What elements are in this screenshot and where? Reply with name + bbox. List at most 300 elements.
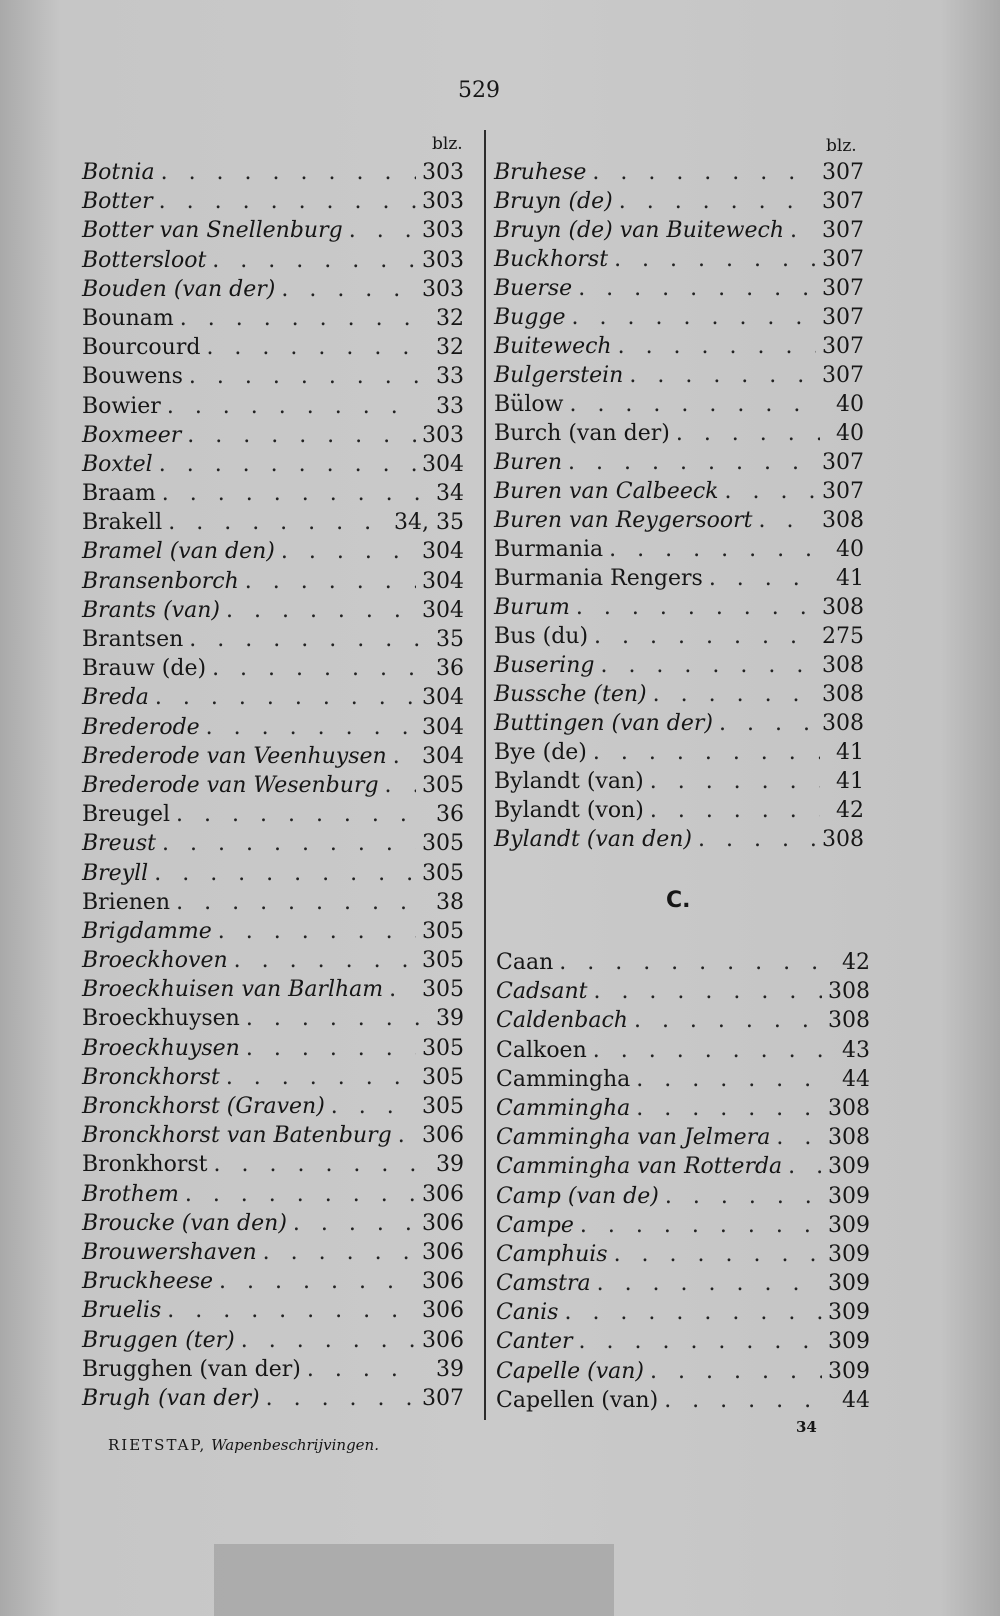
dot-leader bbox=[788, 1154, 822, 1179]
entry-page: 307 bbox=[822, 247, 864, 272]
dot-leader bbox=[212, 656, 420, 681]
entry-name: Broeckhuysen bbox=[82, 1035, 240, 1061]
dot-leader bbox=[790, 218, 816, 243]
entry-page: 40 bbox=[836, 421, 864, 446]
entry-name: Bottersloot bbox=[82, 247, 207, 273]
entry-page: 42 bbox=[842, 950, 870, 975]
index-entry bbox=[82, 861, 464, 890]
entry-name: Bulgerstein bbox=[494, 363, 624, 388]
index-entry bbox=[82, 335, 464, 364]
dot-leader bbox=[393, 744, 416, 769]
entry-name: Bye (de) bbox=[494, 740, 587, 765]
dot-leader bbox=[266, 1386, 416, 1411]
dot-leader bbox=[650, 1359, 822, 1384]
index-entry bbox=[82, 481, 464, 510]
entry-page: 309 bbox=[828, 1154, 870, 1180]
dot-leader bbox=[665, 1184, 822, 1209]
dot-leader bbox=[634, 1008, 822, 1033]
dot-leader bbox=[600, 653, 816, 678]
index-entry bbox=[82, 1211, 464, 1240]
entry-name: Buerse bbox=[494, 276, 573, 301]
entry-page: 41 bbox=[836, 740, 864, 765]
index-entry bbox=[494, 682, 864, 711]
index-entry bbox=[82, 802, 464, 831]
entry-name: Brothem bbox=[82, 1181, 179, 1207]
entry-page: 32 bbox=[436, 305, 464, 331]
dot-leader bbox=[629, 363, 816, 388]
dot-leader bbox=[592, 160, 816, 185]
index-entry bbox=[82, 1240, 464, 1269]
entry-name: Bronkhorst bbox=[82, 1152, 208, 1178]
entry-page: 309 bbox=[828, 1329, 870, 1355]
index-entry bbox=[496, 1067, 870, 1096]
entry-page: 308 bbox=[828, 979, 870, 1005]
entry-name: Bronckhorst van Batenburg bbox=[82, 1123, 392, 1149]
index-entry bbox=[82, 277, 464, 306]
entry-name: Cammingha bbox=[496, 1095, 631, 1121]
paper-stain bbox=[214, 1544, 614, 1616]
index-entry bbox=[494, 537, 864, 566]
dot-leader bbox=[580, 1213, 822, 1238]
entry-name: Broeckhoven bbox=[82, 948, 228, 974]
entry-name: Busering bbox=[494, 653, 595, 678]
entry-name: Cammingha bbox=[496, 1066, 631, 1092]
column-divider bbox=[484, 130, 486, 1420]
entry-page: 304 bbox=[422, 539, 464, 565]
entry-name: Buckhorst bbox=[494, 247, 609, 272]
dot-leader bbox=[219, 1269, 416, 1294]
dot-leader bbox=[214, 1152, 421, 1177]
entry-page: 308 bbox=[822, 653, 864, 678]
entry-name: Caan bbox=[496, 950, 554, 975]
dot-leader bbox=[246, 1036, 416, 1061]
index-entry bbox=[496, 950, 870, 979]
dot-leader bbox=[653, 682, 816, 707]
page-number: 529 bbox=[458, 78, 500, 103]
entry-name: Burum bbox=[494, 595, 570, 620]
index-entry bbox=[82, 1065, 464, 1094]
entry-page: 39 bbox=[436, 1006, 464, 1032]
entry-page: 307 bbox=[822, 189, 864, 214]
entry-page: 305 bbox=[422, 860, 464, 886]
entry-name: Buren van Calbeeck bbox=[494, 479, 719, 504]
left-index-column bbox=[82, 160, 464, 1415]
index-entry bbox=[494, 624, 864, 653]
entry-page: 306 bbox=[422, 1269, 464, 1295]
entry-page: 32 bbox=[436, 335, 464, 361]
entry-page: 306 bbox=[422, 1210, 464, 1236]
entry-page: 34 bbox=[436, 481, 464, 507]
right-index-column-b bbox=[494, 160, 864, 856]
dot-leader bbox=[281, 277, 416, 302]
index-entry bbox=[82, 539, 464, 568]
index-entry bbox=[494, 363, 864, 392]
entry-name: Burmania bbox=[494, 537, 604, 562]
entry-name: Bruyn (de) bbox=[494, 189, 613, 214]
entry-page: 309 bbox=[828, 1212, 870, 1238]
entry-name: Bouwens bbox=[82, 364, 183, 390]
index-entry bbox=[494, 740, 864, 769]
entry-name: Caldenbach bbox=[496, 1008, 628, 1034]
footer-author: RIETSTAP, bbox=[108, 1436, 207, 1454]
dot-leader bbox=[189, 627, 420, 652]
index-entry bbox=[496, 979, 870, 1008]
entry-name: Broeckhuysen bbox=[82, 1006, 240, 1032]
index-entry bbox=[82, 919, 464, 948]
entry-name: Cammingha van Rotterda bbox=[496, 1154, 783, 1180]
entry-name: Braam bbox=[82, 481, 156, 507]
index-entry bbox=[496, 1096, 870, 1125]
entry-page: 304 bbox=[422, 743, 464, 769]
entry-name: Bowier bbox=[82, 393, 161, 419]
entry-name: Calkoen bbox=[496, 1037, 587, 1063]
index-entry bbox=[496, 1329, 870, 1358]
entry-page: 306 bbox=[422, 1181, 464, 1207]
index-entry bbox=[82, 1006, 464, 1035]
entry-page: 308 bbox=[822, 595, 864, 620]
entry-name: Brantsen bbox=[82, 627, 184, 652]
entry-name: Bylandt (van den) bbox=[494, 827, 692, 852]
entry-page: 305 bbox=[422, 918, 464, 944]
entry-page: 39 bbox=[436, 1152, 464, 1178]
entry-name: Bransenborch bbox=[82, 568, 239, 594]
index-entry bbox=[496, 1038, 870, 1067]
dot-leader bbox=[161, 160, 416, 185]
index-entry bbox=[82, 977, 464, 1006]
dot-leader bbox=[614, 1242, 822, 1267]
entry-name: Brederode bbox=[82, 714, 200, 740]
dot-leader bbox=[650, 769, 820, 794]
dot-leader bbox=[218, 919, 416, 944]
index-entry bbox=[496, 1271, 870, 1300]
dot-leader bbox=[569, 392, 820, 417]
dot-leader bbox=[398, 1123, 416, 1148]
entry-page: 303 bbox=[422, 247, 464, 273]
entry-page: 303 bbox=[422, 276, 464, 302]
entry-page: 305 bbox=[422, 1094, 464, 1119]
index-entry bbox=[494, 247, 864, 276]
index-entry bbox=[496, 1359, 870, 1388]
entry-page: 307 bbox=[822, 334, 864, 359]
index-entry bbox=[82, 1357, 464, 1386]
index-entry bbox=[494, 160, 864, 189]
dot-leader bbox=[226, 1065, 416, 1090]
entry-page: 308 bbox=[822, 682, 864, 707]
entry-page: 307 bbox=[822, 305, 864, 330]
dot-leader bbox=[578, 276, 816, 301]
dot-leader bbox=[159, 452, 416, 477]
dot-leader bbox=[619, 189, 816, 214]
index-entry bbox=[82, 1269, 464, 1298]
index-entry bbox=[82, 1152, 464, 1181]
entry-name: Bülow bbox=[494, 392, 564, 417]
entry-page: 307 bbox=[422, 1385, 464, 1411]
entry-name: Buren bbox=[494, 450, 563, 475]
entry-name: Botter bbox=[82, 189, 153, 215]
entry-name: Burch (van der) bbox=[494, 421, 670, 446]
index-entry bbox=[82, 364, 464, 393]
entry-page: 35 bbox=[436, 627, 464, 652]
dot-leader bbox=[594, 624, 816, 649]
index-entry bbox=[494, 827, 864, 856]
dot-leader bbox=[385, 773, 416, 798]
entry-page: 307 bbox=[822, 160, 864, 185]
dot-leader bbox=[234, 948, 416, 973]
entry-name: Cadsant bbox=[496, 979, 588, 1005]
index-entry bbox=[82, 569, 464, 598]
index-entry bbox=[494, 421, 864, 450]
entry-name: Bouden (van der) bbox=[82, 276, 276, 302]
index-entry bbox=[494, 450, 864, 479]
entry-name: Bugge bbox=[494, 305, 566, 330]
dot-leader bbox=[676, 421, 820, 446]
dot-leader bbox=[307, 1357, 420, 1382]
entry-name: Broucke (van den) bbox=[82, 1210, 287, 1236]
dot-leader bbox=[206, 715, 416, 740]
entry-name: Botnia bbox=[82, 160, 155, 185]
entry-page: 308 bbox=[822, 508, 864, 533]
index-entry bbox=[494, 711, 864, 740]
entry-name: Brugghen (van der) bbox=[82, 1356, 301, 1382]
index-entry bbox=[82, 510, 464, 539]
entry-name: Bylandt (von) bbox=[494, 798, 644, 823]
dot-leader bbox=[725, 479, 816, 504]
right-column-heading: blz. bbox=[826, 136, 857, 156]
dot-leader bbox=[614, 247, 816, 272]
index-entry bbox=[82, 306, 464, 335]
dot-leader bbox=[636, 1096, 822, 1121]
index-entry bbox=[494, 566, 864, 595]
entry-page: 303 bbox=[422, 218, 464, 244]
entry-page: 308 bbox=[822, 827, 864, 852]
signature-mark: 34 bbox=[796, 1418, 817, 1436]
footer-title: Wapenbeschrijvingen. bbox=[211, 1436, 379, 1454]
entry-name: Brouwershaven bbox=[82, 1239, 257, 1265]
index-entry bbox=[82, 394, 464, 423]
entry-page: 36 bbox=[436, 802, 464, 828]
entry-name: Brederode van Veenhuysen bbox=[82, 743, 387, 769]
entry-page: 308 bbox=[828, 1008, 870, 1034]
index-entry bbox=[82, 189, 464, 218]
entry-name: Bruhese bbox=[494, 160, 587, 185]
entry-page: 36 bbox=[436, 656, 464, 682]
dot-leader bbox=[162, 831, 416, 856]
entry-page: 308 bbox=[828, 1125, 870, 1151]
entry-page: 306 bbox=[422, 1298, 464, 1324]
entry-name: Bylandt (van) bbox=[494, 769, 644, 794]
entry-name: Brigdamme bbox=[82, 918, 212, 944]
dot-leader bbox=[226, 598, 416, 623]
entry-name: Broeckhuisen van Barlham bbox=[82, 977, 384, 1003]
dot-leader bbox=[212, 248, 416, 273]
dot-leader bbox=[245, 569, 416, 594]
entry-page: 305 bbox=[422, 1035, 464, 1061]
entry-name: Bronckhorst (Graven) bbox=[82, 1094, 325, 1119]
index-entry bbox=[82, 948, 464, 977]
index-entry bbox=[496, 1300, 870, 1329]
entry-page: 304 bbox=[422, 597, 464, 623]
entry-page: 309 bbox=[828, 1358, 870, 1384]
entry-page: 38 bbox=[436, 889, 464, 915]
entry-name: Brakell bbox=[82, 510, 163, 536]
entry-page: 305 bbox=[422, 977, 464, 1003]
index-entry bbox=[494, 769, 864, 798]
entry-name: Bourcourd bbox=[82, 335, 201, 361]
dot-leader bbox=[618, 334, 816, 359]
entry-page: 275 bbox=[822, 624, 864, 649]
dot-leader bbox=[331, 1094, 416, 1119]
entry-page: 303 bbox=[422, 160, 464, 185]
index-entry bbox=[494, 334, 864, 363]
dot-leader bbox=[564, 1300, 822, 1325]
entry-page: 307 bbox=[822, 276, 864, 301]
index-entry bbox=[82, 1123, 464, 1152]
dot-leader bbox=[776, 1125, 822, 1150]
entry-page: 306 bbox=[422, 1123, 464, 1149]
dot-leader bbox=[293, 1211, 416, 1236]
page-footer bbox=[108, 1436, 379, 1454]
entry-name: Bruckheese bbox=[82, 1269, 214, 1295]
index-entry bbox=[496, 1125, 870, 1154]
index-entry bbox=[82, 1036, 464, 1065]
entry-page: 308 bbox=[822, 711, 864, 736]
dot-leader bbox=[246, 1006, 420, 1031]
entry-name: Brugh (van der) bbox=[82, 1385, 260, 1411]
entry-page: 307 bbox=[822, 450, 864, 475]
index-entry bbox=[82, 1386, 464, 1415]
index-entry bbox=[494, 392, 864, 421]
index-entry bbox=[494, 508, 864, 537]
entry-page: 33 bbox=[436, 393, 464, 419]
right-index-column-c bbox=[496, 950, 870, 1417]
entry-page: 309 bbox=[828, 1300, 870, 1326]
index-entry bbox=[494, 798, 864, 827]
index-entry bbox=[82, 423, 464, 452]
dot-leader bbox=[759, 508, 816, 533]
dot-leader bbox=[719, 711, 816, 736]
dot-leader bbox=[263, 1240, 416, 1265]
entry-page: 306 bbox=[422, 1239, 464, 1265]
entry-name: Bruelis bbox=[82, 1298, 162, 1324]
entry-name: Buitewech bbox=[494, 334, 612, 359]
entry-page: 42 bbox=[836, 798, 864, 823]
index-entry bbox=[82, 744, 464, 773]
index-entry bbox=[496, 1154, 870, 1183]
index-entry bbox=[494, 305, 864, 334]
entry-name: Camp (van de) bbox=[496, 1183, 659, 1209]
entry-name: Bussche (ten) bbox=[494, 682, 647, 707]
entry-page: 39 bbox=[436, 1356, 464, 1382]
index-entry bbox=[82, 627, 464, 656]
dot-leader bbox=[609, 537, 820, 562]
entry-name: Buren van Reygersoort bbox=[494, 508, 753, 533]
index-entry bbox=[82, 685, 464, 714]
entry-name: Brederode van Wesenburg bbox=[82, 772, 379, 798]
entry-name: Brants (van) bbox=[82, 597, 220, 623]
index-entry bbox=[82, 773, 464, 802]
entry-page: 308 bbox=[828, 1095, 870, 1121]
entry-name: Canter bbox=[496, 1329, 573, 1355]
index-entry bbox=[82, 1094, 464, 1123]
dot-leader bbox=[281, 539, 416, 564]
index-entry bbox=[496, 1388, 870, 1417]
entry-name: Capelle (van) bbox=[496, 1358, 645, 1384]
entry-page: 303 bbox=[422, 422, 464, 448]
entry-page: 307 bbox=[822, 363, 864, 388]
dot-leader bbox=[189, 364, 420, 389]
entry-name: Camphuis bbox=[496, 1241, 608, 1267]
dot-leader bbox=[162, 481, 420, 506]
entry-name: Bronckhorst bbox=[82, 1064, 220, 1090]
entry-page: 41 bbox=[836, 566, 864, 591]
entry-page: 306 bbox=[422, 1327, 464, 1353]
dot-leader bbox=[664, 1388, 826, 1413]
index-entry bbox=[496, 1242, 870, 1271]
index-entry bbox=[82, 218, 464, 247]
dot-leader bbox=[593, 979, 822, 1004]
entry-name: Bruyn (de) van Buitewech bbox=[494, 218, 784, 243]
entry-page: 43 bbox=[842, 1037, 870, 1063]
index-entry bbox=[82, 656, 464, 685]
entry-page: 304 bbox=[422, 714, 464, 740]
entry-page: 309 bbox=[828, 1241, 870, 1267]
dot-leader bbox=[241, 1328, 416, 1353]
entry-page: 33 bbox=[436, 364, 464, 390]
entry-page: 305 bbox=[422, 948, 464, 974]
dot-leader bbox=[576, 595, 816, 620]
dot-leader bbox=[168, 510, 388, 535]
entry-page: 305 bbox=[422, 772, 464, 798]
dot-leader bbox=[597, 1271, 822, 1296]
dot-leader bbox=[180, 306, 420, 331]
entry-name: Bus (du) bbox=[494, 624, 589, 649]
entry-page: 305 bbox=[422, 831, 464, 857]
dot-leader bbox=[159, 189, 416, 214]
left-column-heading: blz. bbox=[432, 134, 463, 154]
section-heading-c: C. bbox=[666, 888, 691, 913]
dot-leader bbox=[568, 450, 816, 475]
dot-leader bbox=[636, 1067, 826, 1092]
index-entry bbox=[82, 1328, 464, 1357]
index-entry bbox=[82, 598, 464, 627]
dot-leader bbox=[389, 977, 416, 1002]
entry-name: Bramel (van den) bbox=[82, 539, 275, 565]
index-entry bbox=[494, 218, 864, 247]
dot-leader bbox=[579, 1329, 823, 1354]
index-entry bbox=[82, 1182, 464, 1211]
entry-page: 307 bbox=[822, 218, 864, 243]
entry-name: Breust bbox=[82, 831, 157, 857]
entry-name: Botter van Snellenburg bbox=[82, 218, 343, 244]
entry-page: 305 bbox=[422, 1064, 464, 1090]
entry-name: Campe bbox=[496, 1212, 574, 1238]
entry-name: Boxtel bbox=[82, 451, 153, 477]
index-entry bbox=[82, 715, 464, 744]
entry-page: 309 bbox=[828, 1183, 870, 1209]
entry-name: Burmania Rengers bbox=[494, 566, 703, 591]
index-entry bbox=[82, 248, 464, 277]
dot-leader bbox=[709, 566, 820, 591]
index-entry bbox=[496, 1213, 870, 1242]
entry-page: 304 bbox=[422, 685, 464, 711]
index-entry bbox=[82, 831, 464, 860]
dot-leader bbox=[155, 685, 416, 710]
index-entry bbox=[494, 189, 864, 218]
entry-name: Breugel bbox=[82, 802, 171, 828]
entry-name: Camstra bbox=[496, 1271, 591, 1297]
entry-page: 304 bbox=[422, 451, 464, 477]
entry-name: Brienen bbox=[82, 889, 171, 915]
